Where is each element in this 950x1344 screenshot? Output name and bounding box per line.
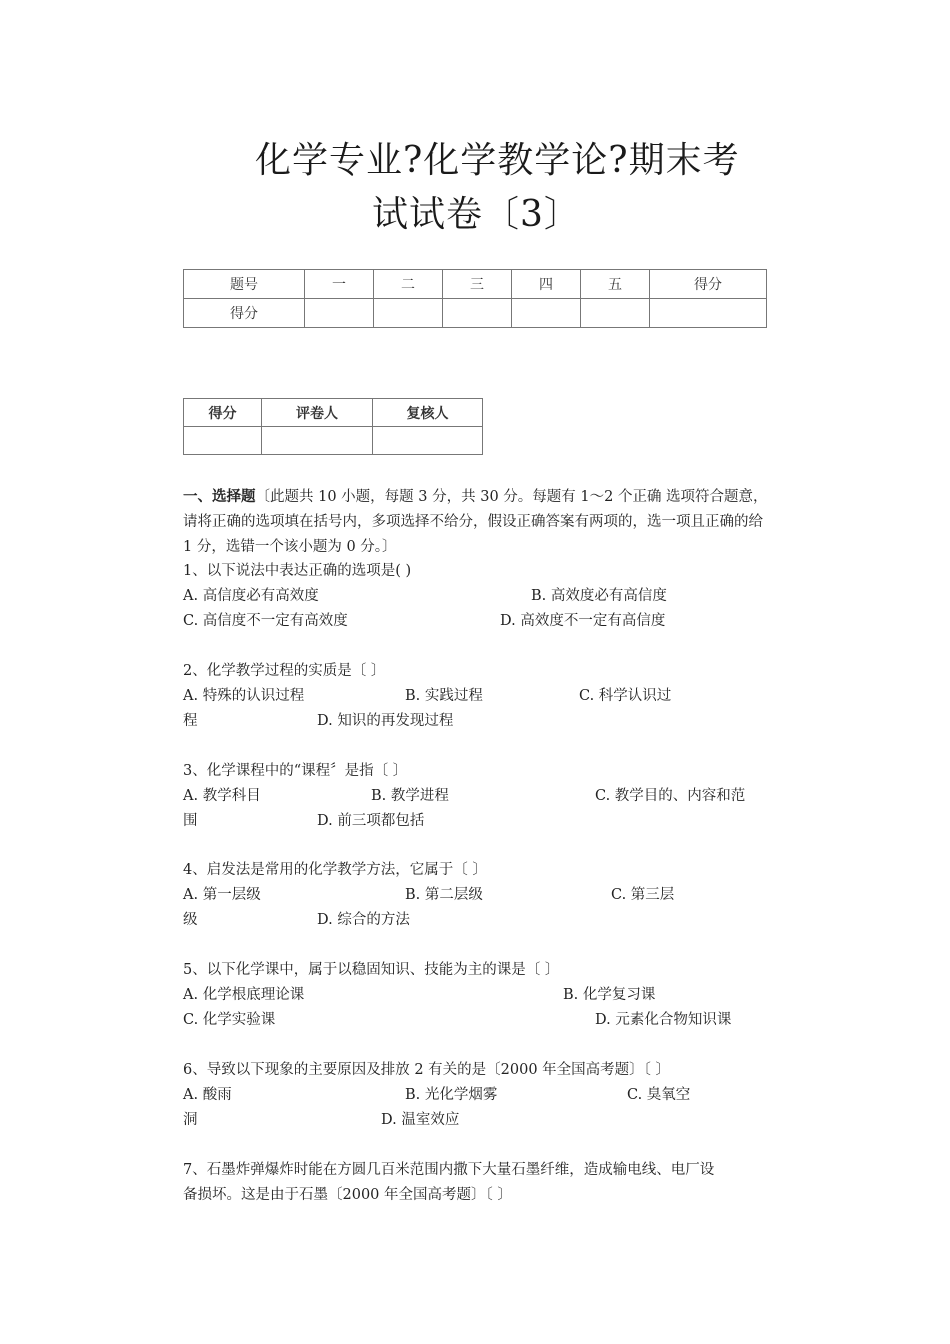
score-row-label: 得分 bbox=[184, 299, 305, 328]
score-cell-5 bbox=[581, 299, 650, 328]
q2-option-a: A. 特殊的认识过程 bbox=[183, 688, 305, 704]
section1-instructions: 〔此题共 10 小题，每题 3 分，共 30 分。每题有 1～2 个正确 选项符合题意，请将正确的选项填在括号内，多项选择不给分，假设正确答案有两项的，选一项且正确的给 1 分，选错一个该小题为 0 分。〕 bbox=[183, 489, 768, 555]
question-4-stem: 4、启发法是常用的化学教学方法，它属于〔 〕 bbox=[183, 862, 487, 878]
q3-option-a: A. 教学科目 bbox=[183, 788, 261, 804]
score-header-number: 题号 bbox=[184, 270, 305, 299]
q3-option-c: C. 教学目的、内容和范 bbox=[595, 788, 746, 804]
q5-option-c: C. 化学实验课 bbox=[183, 1012, 276, 1028]
score-header-4: 四 bbox=[512, 270, 581, 299]
question-7-stem: 7、石墨炸弹爆炸时能在方圆几百米范围内撒下大量石墨纤维，造成输电线、电厂设 bbox=[183, 1162, 715, 1178]
question-7-stem-continued: 备损坏。这是由于石墨〔2000 年全国高考题〕〔 〕 bbox=[183, 1187, 512, 1203]
score-cell-total bbox=[650, 299, 767, 328]
q2-option-b: B. 实践过程 bbox=[405, 688, 483, 704]
score-cell-3 bbox=[443, 299, 512, 328]
q5-option-a: A. 化学根底理论课 bbox=[183, 987, 305, 1003]
grader-cell-reviewer bbox=[373, 427, 483, 455]
question-3-stem: 3、化学课程中的“课程〞是指〔 〕 bbox=[183, 763, 408, 779]
q2-option-c-wrap: 程 bbox=[183, 713, 198, 729]
q5-option-b: B. 化学复习课 bbox=[563, 987, 656, 1003]
question-5-stem: 5、以下化学课中，属于以稳固知识、技能为主的课是〔 〕 bbox=[183, 962, 560, 978]
q1-option-a: A. 高信度必有高效度 bbox=[183, 588, 319, 604]
grader-table-blank-row bbox=[184, 427, 483, 455]
score-cell-1 bbox=[305, 299, 374, 328]
q6-option-c-wrap: 洞 bbox=[183, 1112, 198, 1128]
q6-option-b: B. 光化学烟雾 bbox=[405, 1087, 498, 1103]
q5-option-d: D. 元素化合物知识课 bbox=[595, 1012, 732, 1028]
q3-option-d: D. 前三项都包括 bbox=[317, 813, 425, 829]
score-header-5: 五 bbox=[581, 270, 650, 299]
grader-cell-grader bbox=[262, 427, 373, 455]
section1-heading: 一、选择题 bbox=[183, 488, 256, 505]
score-table bbox=[183, 269, 767, 328]
q6-option-c: C. 臭氧空 bbox=[627, 1087, 691, 1103]
q2-option-c: C. 科学认识过 bbox=[579, 688, 672, 704]
q4-option-b: B. 第二层级 bbox=[405, 887, 483, 903]
question-2-stem: 2、化学教学过程的实质是〔 〕 bbox=[183, 663, 386, 679]
score-cell-4 bbox=[512, 299, 581, 328]
q4-option-c: C. 第三层 bbox=[611, 887, 675, 903]
q1-option-d: D. 高效度不一定有高信度 bbox=[500, 613, 666, 629]
score-table-header-row bbox=[184, 270, 767, 299]
q4-option-c-wrap: 级 bbox=[183, 912, 198, 928]
score-cell-2 bbox=[374, 299, 443, 328]
grader-table-header-row bbox=[184, 399, 483, 427]
q3-option-b: B. 教学进程 bbox=[371, 788, 449, 804]
exam-title-line2: 试试卷〔3〕 bbox=[372, 194, 581, 235]
grader-header-reviewer: 复核人 bbox=[373, 399, 483, 427]
q6-option-d: D. 温室效应 bbox=[381, 1112, 460, 1128]
grader-header-score: 得分 bbox=[184, 399, 262, 427]
score-table-score-row bbox=[184, 299, 767, 328]
score-header-2: 二 bbox=[374, 270, 443, 299]
q6-option-a: A. 酸雨 bbox=[183, 1087, 232, 1103]
score-header-total: 得分 bbox=[650, 270, 767, 299]
section1-intro bbox=[183, 484, 773, 560]
question-6-stem: 6、导致以下现象的主要原因及排放 2 有关的是〔2000 年全国高考题〕〔 〕 bbox=[183, 1062, 671, 1078]
q1-option-c: C. 高信度不一定有高效度 bbox=[183, 613, 348, 629]
grader-cell-score bbox=[184, 427, 262, 455]
q4-option-d: D. 综合的方法 bbox=[317, 912, 410, 928]
score-header-1: 一 bbox=[305, 270, 374, 299]
q3-option-c-wrap: 围 bbox=[183, 813, 198, 829]
exam-title-line1: 化学专业?化学教学论?期末考 bbox=[255, 140, 740, 181]
q4-option-a: A. 第一层级 bbox=[183, 887, 261, 903]
score-header-3: 三 bbox=[443, 270, 512, 299]
grader-header-grader: 评卷人 bbox=[262, 399, 373, 427]
q1-option-b: B. 高效度必有高信度 bbox=[531, 588, 667, 604]
question-1-stem: 1、以下说法中表达正确的选项是( ) bbox=[183, 563, 412, 579]
grader-table bbox=[183, 398, 483, 455]
q2-option-d: D. 知识的再发现过程 bbox=[317, 713, 454, 729]
